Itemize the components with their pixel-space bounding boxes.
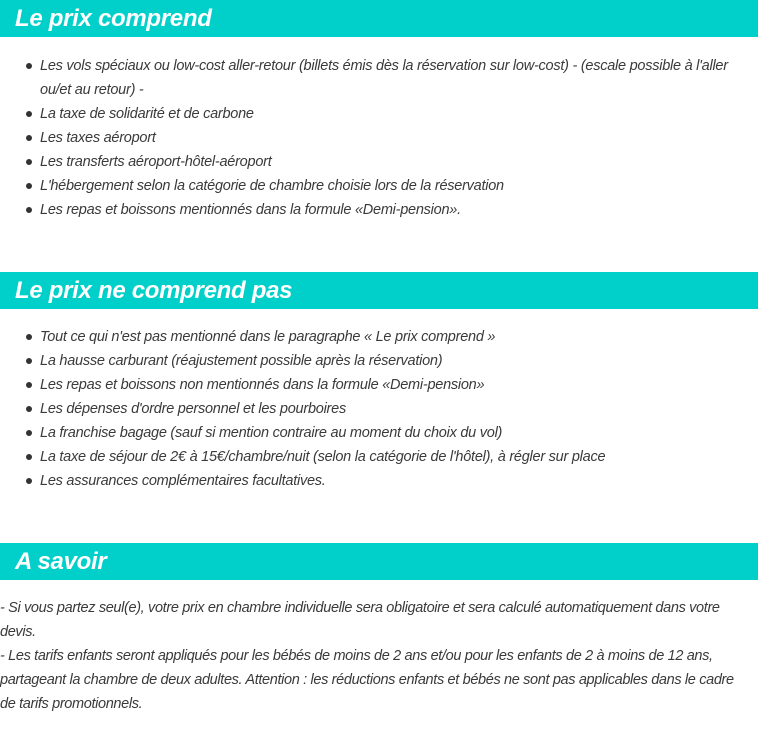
info-paragraph: - Si vous partez seul(e), votre prix en chambre individuelle sera obligatoire et sera calculé automatiquement dans votre devis.: [0, 600, 720, 640]
section-header: [0, 0, 758, 37]
section-title: A savoir: [15, 547, 107, 575]
list-item: La taxe de séjour de 2€ à 15€/chambre/nuit (selon la catégorie de l'hôtel), à régler sur place: [40, 445, 758, 469]
list-item: La franchise bagage (sauf si mention contraire au moment du choix du vol): [40, 421, 758, 445]
section-a-savoir: [0, 543, 758, 716]
list-item: La hausse carburant (réajustement possible après la réservation): [40, 349, 758, 373]
list-item: L'hébergement selon la catégorie de chambre choisie lors de la réservation: [40, 174, 758, 198]
list-item: Les vols spéciaux ou low-cost aller-retour (billets émis dès la réservation sur low-cost) - (escale possible à l'aller ou/et au retour) -: [40, 54, 758, 102]
section-header: [0, 272, 758, 309]
section-header: [0, 543, 758, 580]
section-prix-comprend: [0, 0, 758, 222]
included-list: [0, 54, 758, 222]
info-paragraph: - Les tarifs enfants seront appliqués pour les bébés de moins de 2 ans et/ou pour les enfants de 2 à moins de 12 ans, partageant la chambre de deux adultes. Attention : les réductions enfants et bébés ne sont pas applicables dans le cadre de tarifs promotionnels.: [0, 648, 734, 712]
list-item: Les repas et boissons non mentionnés dans la formule «Demi-pension»: [40, 373, 758, 397]
section-title: Le prix comprend: [15, 4, 212, 32]
list-item: Les transferts aéroport-hôtel-aéroport: [40, 150, 758, 174]
list-item: Les repas et boissons mentionnés dans la formule «Demi-pension».: [40, 198, 758, 222]
list-item: Les dépenses d'ordre personnel et les pourboires: [40, 397, 758, 421]
list-item: Les assurances complémentaires facultatives.: [40, 469, 758, 493]
excluded-list: [0, 325, 758, 493]
list-item: Les taxes aéroport: [40, 126, 758, 150]
list-item: La taxe de solidarité et de carbone: [40, 102, 758, 126]
list-item: Tout ce qui n'est pas mentionné dans le paragraphe « Le prix comprend »: [40, 325, 758, 349]
info-paragraphs: [0, 596, 758, 716]
section-prix-ne-comprend-pas: [0, 272, 758, 493]
section-title: Le prix ne comprend pas: [15, 276, 293, 304]
